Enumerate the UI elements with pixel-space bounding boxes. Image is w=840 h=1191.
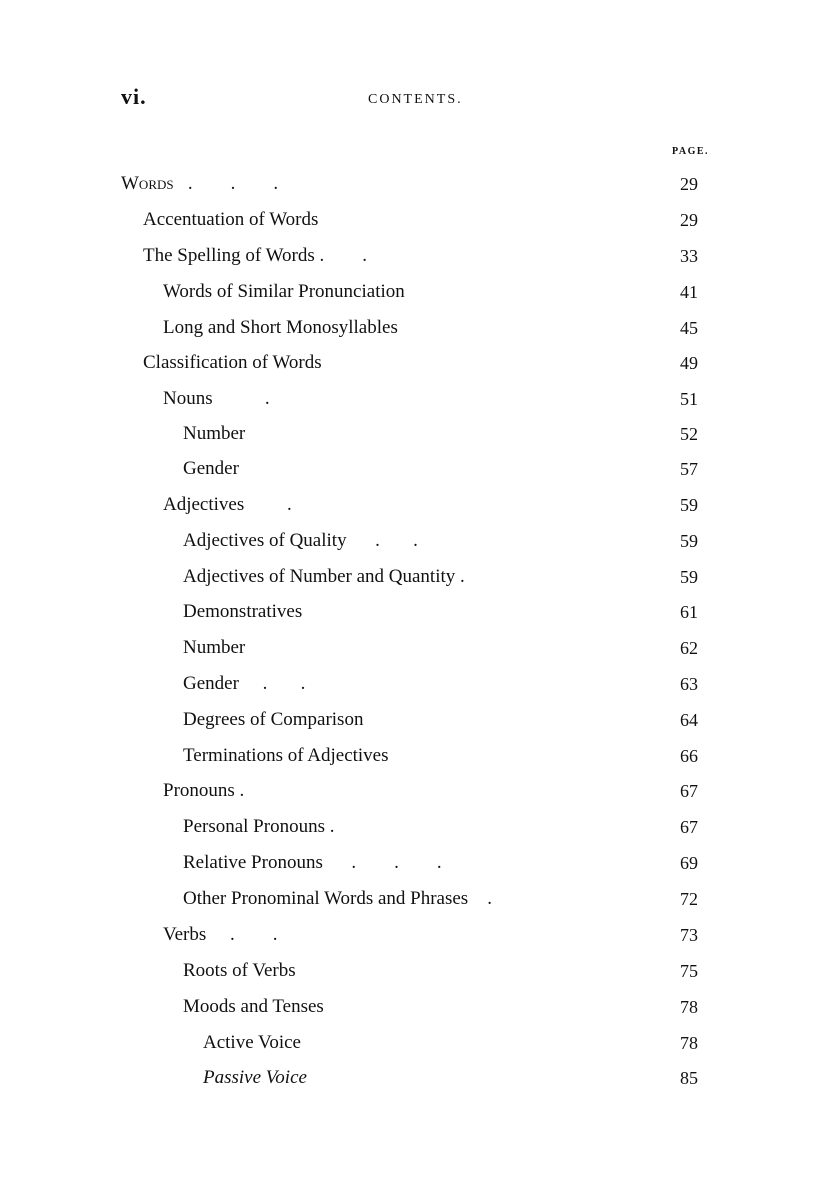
toc-leader-dots: . .: [206, 924, 278, 945]
toc-entry-title: Other Pronominal Words and Phrases: [183, 888, 469, 909]
toc-entry-title: Roots of Verbs: [183, 960, 296, 981]
toc-leader-dots: .: [212, 388, 270, 409]
toc-entry-title: Words: [121, 173, 174, 194]
toc-leader-dots: .: [244, 494, 292, 515]
toc-leader-dots: . . .: [322, 852, 442, 873]
toc-page-number: 29: [680, 174, 698, 194]
page-column-label: PAGE.: [672, 146, 710, 157]
toc-entry-passive-voice[interactable]: [203, 1064, 307, 1092]
toc-page-number: 49: [680, 353, 698, 373]
toc-page-number: 29: [680, 210, 698, 230]
toc-entry-title: Classification of Words: [143, 352, 322, 373]
toc-page-number: 59: [680, 495, 698, 515]
toc-leader-dots: . . .: [173, 173, 279, 194]
toc-page-number: 33: [680, 246, 698, 266]
toc-entry-title: Number: [183, 637, 246, 658]
toc-entry-classification[interactable]: [143, 349, 322, 377]
toc-entry-moods-tenses[interactable]: [183, 993, 324, 1021]
toc-entry-terminations[interactable]: [183, 742, 389, 770]
toc-entry-noun-number[interactable]: [183, 420, 245, 448]
toc-entry-verbs[interactable]: [163, 921, 278, 949]
toc-leader-dots: . .: [346, 530, 418, 551]
toc-page-number: 67: [680, 781, 698, 801]
toc-entry-title: Accentuation of Words: [143, 209, 319, 230]
toc-page-number: 66: [680, 746, 698, 766]
toc-entry-title: Moods and Tenses: [183, 996, 324, 1017]
toc-leader-dots: .: [324, 245, 367, 266]
toc-entry-roots-verbs[interactable]: [183, 957, 296, 985]
toc-entry-title: Gender: [183, 673, 239, 694]
toc-page-number: 57: [680, 459, 698, 479]
toc-entry-title: Adjectives of Number and Quantity .: [183, 566, 465, 587]
toc-entry-accentuation[interactable]: [143, 206, 318, 234]
toc-entry-adjectives-number-quantity[interactable]: [183, 563, 465, 591]
toc-page-number: 67: [680, 817, 698, 837]
toc-entry-title: Pronouns .: [163, 780, 245, 801]
toc-entry-adjective-gender[interactable]: [183, 670, 305, 698]
toc-entry-words[interactable]: [121, 170, 278, 198]
toc-page-number: 61: [680, 602, 698, 622]
toc-entry-similar-pronunciation[interactable]: [163, 278, 405, 306]
toc-page-number: 51: [680, 389, 698, 409]
toc-page-number: 63: [680, 674, 698, 694]
toc-entry-title: Gender: [183, 458, 239, 479]
toc-leader-dots: .: [468, 888, 492, 909]
toc-entry-relative-pronouns[interactable]: [183, 849, 442, 877]
toc-entry-title: Degrees of Comparison: [183, 709, 364, 730]
toc-page-number: 75: [680, 961, 698, 981]
toc-entry-title: Active Voice: [203, 1032, 301, 1053]
toc-entry-title: Long and Short Monosyllables: [163, 317, 398, 338]
toc-entry-title: Adjectives: [163, 494, 245, 515]
toc-page-number: 72: [680, 889, 698, 909]
toc-entry-demonstratives[interactable]: [183, 598, 302, 626]
header-title: CONTENTS.: [368, 92, 463, 107]
toc-entry-adjectives-quality[interactable]: [183, 527, 418, 555]
toc-entry-spelling[interactable]: [143, 242, 367, 270]
toc-page-number: 78: [680, 1033, 698, 1053]
toc-entry-title: Relative Pronouns: [183, 852, 323, 873]
toc-entry-active-voice[interactable]: [203, 1029, 301, 1057]
toc-entry-monosyllables[interactable]: [163, 314, 398, 342]
toc-page-number: 73: [680, 925, 698, 945]
toc-leader-dots: . .: [238, 673, 306, 694]
toc-page-number: 62: [680, 638, 698, 658]
toc-page-number: 45: [680, 318, 698, 338]
toc-entry-noun-gender[interactable]: [183, 455, 239, 483]
toc-page-number: 85: [680, 1068, 698, 1088]
toc-entry-title: Demonstratives: [183, 601, 303, 622]
toc-entry-title: Verbs: [163, 924, 207, 945]
toc-page-number: 59: [680, 567, 698, 587]
toc-page-number: 52: [680, 424, 698, 444]
toc-page-number: 64: [680, 710, 698, 730]
toc-entry-title: Words of Similar Pronunciation: [163, 281, 405, 302]
toc-entry-title: Personal Pronouns .: [183, 816, 335, 837]
toc-page-number: 59: [680, 531, 698, 551]
toc-entry-title: Number: [183, 423, 246, 444]
toc-entry-title: Terminations of Adjectives: [183, 745, 389, 766]
toc-entry-nouns[interactable]: [163, 385, 270, 413]
toc-entry-title: The Spelling of Words .: [143, 245, 325, 266]
toc-entry-title: Adjectives of Quality: [183, 530, 347, 551]
toc-entry-title: Nouns: [163, 388, 213, 409]
toc-entry-personal-pronouns[interactable]: [183, 813, 334, 841]
toc-entry-adjectives[interactable]: [163, 491, 292, 519]
toc-entry-pronouns[interactable]: [163, 777, 244, 805]
toc-entry-adjective-number[interactable]: [183, 634, 245, 662]
toc-page-number: 41: [680, 282, 698, 302]
toc-page-number: 78: [680, 997, 698, 1017]
toc-page-number: 69: [680, 853, 698, 873]
toc-entry-pronominal-words[interactable]: [183, 885, 492, 913]
header-page-number: vi.: [121, 84, 147, 109]
toc-entry-degrees-comparison[interactable]: [183, 706, 363, 734]
toc-entry-title: Passive Voice: [203, 1067, 307, 1088]
